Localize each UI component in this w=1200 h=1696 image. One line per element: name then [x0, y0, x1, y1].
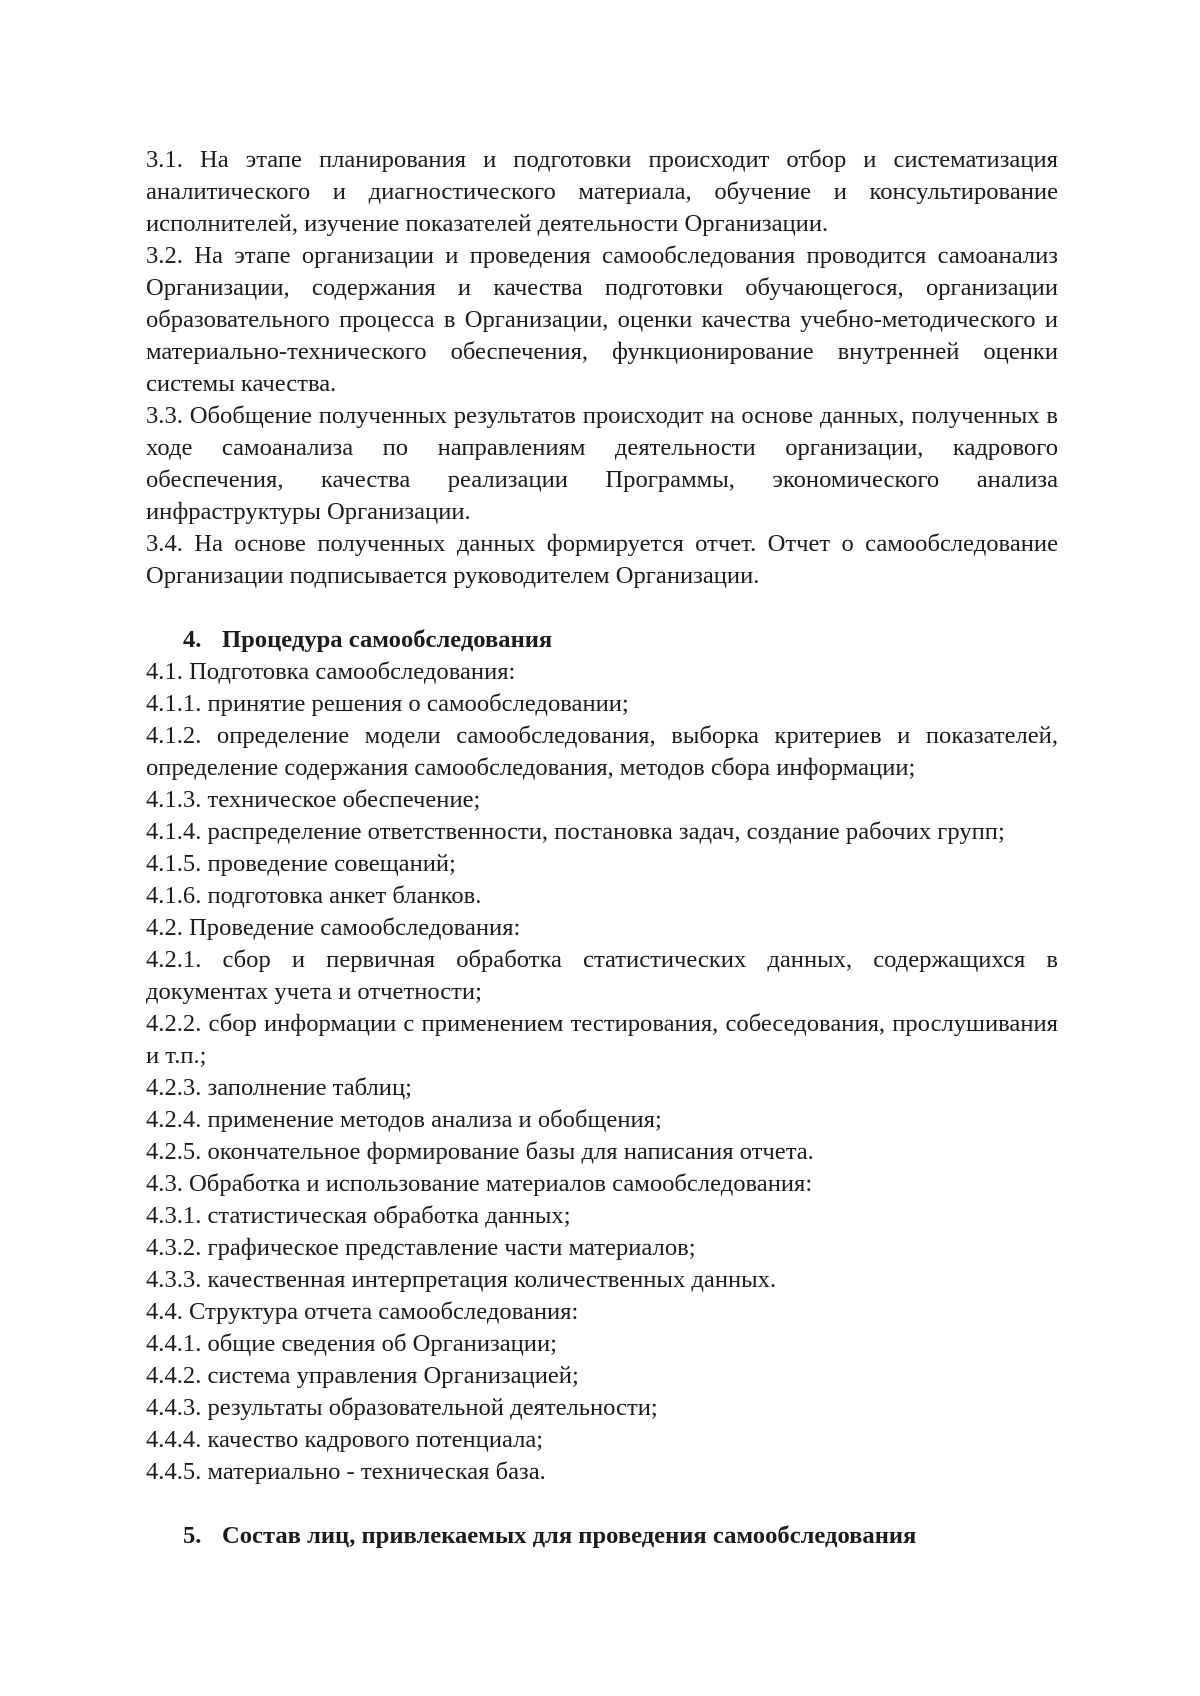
item-4-4-4: 4.4.4. качество кадрового потенциала;	[146, 1426, 544, 1453]
paragraph-3-1: 3.1. На этапе планирования и подготовки происходит отбор и систематизация аналитического и диагностического материала, обучение и консультирование исполнителей, изучение показателей деятельности Организации.	[146, 146, 1058, 237]
item-4-1: 4.1. Подготовка самообследования:	[146, 658, 516, 685]
item-4-3-3: 4.3.3. качественная интерпретация количественных данных.	[146, 1266, 777, 1293]
section-heading-5	[146, 1520, 1058, 1552]
paragraph-3-2: 3.2. На этапе организации и проведения самообследования проводится самоанализ Организации, содержания и качества подготовки обучающегося, организации образовательного процесса в Организации, оценки качества учебно-методического и материально-технического обеспечения, функционирование внутренней оценки системы качества.	[146, 242, 1058, 397]
paragraph-3-3: 3.3. Обобщение полученных результатов происходит на основе данных, полученных в ходе самоанализа по направлениям деятельности организации, кадрового обеспечения, качества реализации Программы, экономического анализа инфраструктуры Организации.	[146, 402, 1058, 525]
item-4-1-2: 4.1.2. определение модели самообследования, выборка критериев и показателей, определение содержания самообследования, методов сбора информации;	[146, 722, 1058, 781]
item-4-3-1: 4.3.1. статистическая обработка данных;	[146, 1202, 571, 1229]
item-4-2-1: 4.2.1. сбор и первичная обработка статистических данных, содержащихся в документах учета и отчетности;	[146, 946, 1058, 1005]
item-4-4-1: 4.4.1. общие сведения об Организации;	[146, 1330, 557, 1357]
item-4-1-4: 4.1.4. распределение ответственности, постановка задач, создание рабочих групп;	[146, 818, 1005, 845]
item-4-4-5: 4.4.5. материально - техническая база.	[146, 1458, 546, 1485]
item-4-3-2: 4.3.2. графическое представление части материалов;	[146, 1234, 696, 1261]
item-4-4: 4.4. Структура отчета самообследования:	[146, 1298, 579, 1325]
item-4-2-4: 4.2.4. применение методов анализа и обобщения;	[146, 1106, 662, 1133]
section-heading-4-number: 4.	[183, 626, 202, 653]
section-heading-5-number: 5.	[183, 1522, 202, 1549]
section-heading-4-title: Процедура самообследования	[222, 626, 553, 653]
item-4-1-6: 4.1.6. подготовка анкет бланков.	[146, 882, 482, 909]
document-content	[146, 144, 1058, 1552]
paragraph-3-4: 3.4. На основе полученных данных формируется отчет. Отчет о самообследование Организации подписывается руководителем Организации.	[146, 530, 1058, 589]
item-4-2: 4.2. Проведение самообследования:	[146, 914, 521, 941]
item-4-3: 4.3. Обработка и использование материалов самообследования:	[146, 1170, 813, 1197]
item-4-4-2: 4.4.2. система управления Организацией;	[146, 1362, 579, 1389]
section-heading-4	[146, 624, 1058, 656]
item-4-4-3: 4.4.3. результаты образовательной деятельности;	[146, 1394, 658, 1421]
item-4-2-3: 4.2.3. заполнение таблиц;	[146, 1074, 412, 1101]
item-4-2-5: 4.2.5. окончательное формирование базы для написания отчета.	[146, 1138, 814, 1165]
section-heading-5-title: Состав лиц, привлекаемых для проведения самообследования	[222, 1522, 917, 1549]
item-4-1-3: 4.1.3. техническое обеспечение;	[146, 786, 481, 813]
item-4-1-1: 4.1.1. принятие решения о самообследовании;	[146, 690, 629, 717]
item-4-1-5: 4.1.5. проведение совещаний;	[146, 850, 456, 877]
item-4-2-2: 4.2.2. сбор информации с применением тестирования, собеседования, прослушивания и т.п.;	[146, 1010, 1058, 1069]
